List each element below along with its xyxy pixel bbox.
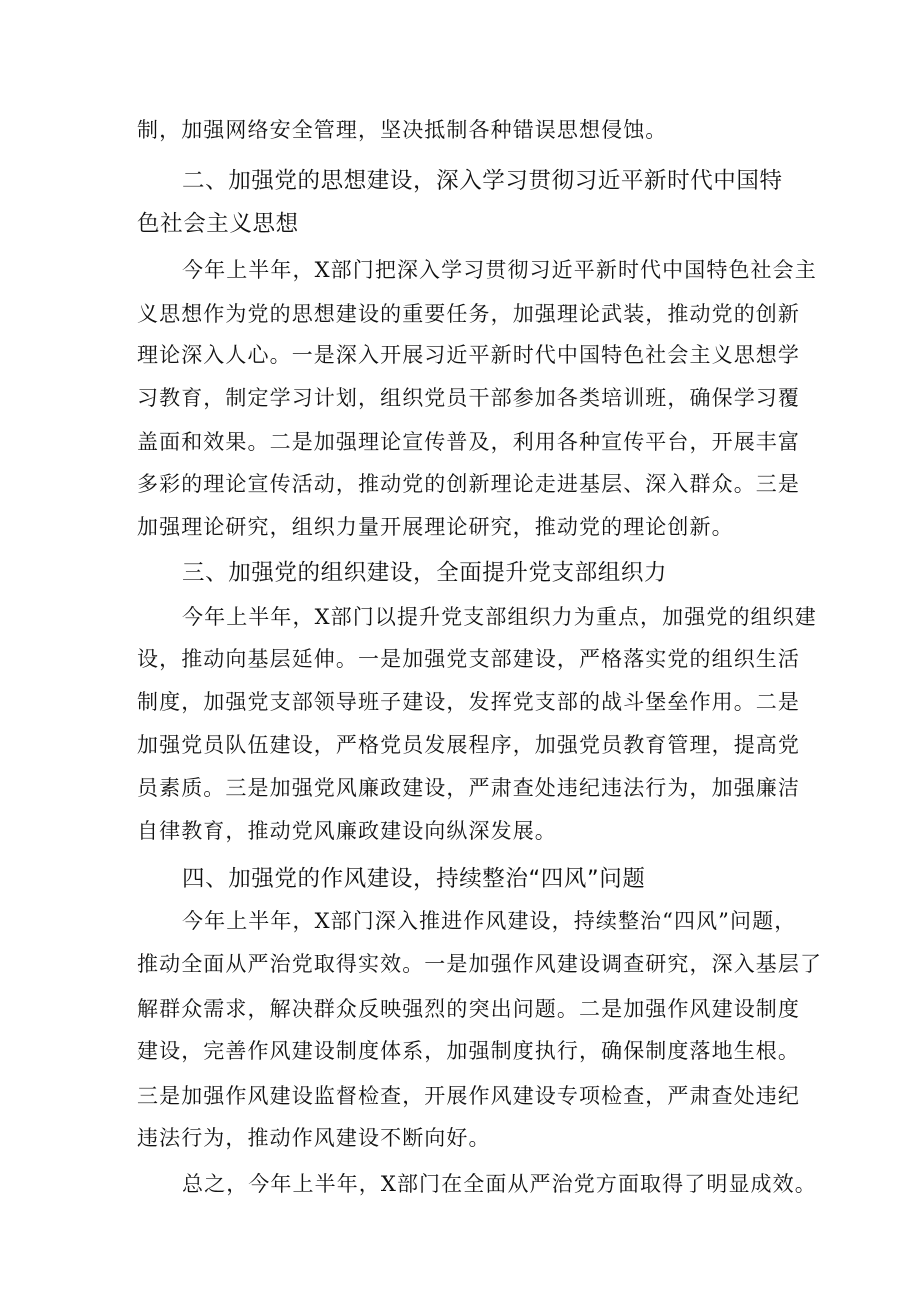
- paragraph-line: 多彩的理论宣传活动，推动党的创新理论走进基层、深入群众。三是: [137, 472, 800, 496]
- paragraph-line: 推动全面从严治党取得实效。一是加强作风建设调查研究，深入基层了: [137, 952, 823, 976]
- paragraph-line: 义思想作为党的思想建设的重要任务，加强理论武装，推动党的创新: [137, 302, 800, 326]
- paragraph-line: 三是加强作风建设监督检查，开展作风建设专项检查，严肃查处违纪: [137, 1084, 800, 1108]
- section-heading-3: 三、加强党的组织建设，全面提升党支部组织力: [182, 560, 668, 586]
- paragraph-line: 自律教育，推动党风廉政建设向纵深发展。: [137, 819, 557, 843]
- paragraph-line: 加强理论研究，组织力量开展理论研究，推动党的理论创新。: [137, 515, 734, 539]
- paragraph-line: 员素质。三是加强党风廉政建设，严肃查处违纪违法行为，加强廉洁: [137, 776, 800, 800]
- paragraph-line: 盖面和效果。二是加强理论宣传普及，利用各种宣传平台，开展丰富: [137, 430, 800, 454]
- paragraph-line: 总之，今年上半年，X部门在全面从严治党方面取得了明显成效。: [182, 1172, 817, 1196]
- paragraph-line: 制度，加强党支部领导班子建设，发挥党支部的战斗堡垒作用。二是: [137, 690, 800, 714]
- paragraph-line: 今年上半年，X部门深入推进作风建设，持续整治“四风”问题，: [182, 909, 797, 933]
- paragraph-line: 理论深入人心。一是深入开展习近平新时代中国特色社会主义思想学: [137, 343, 800, 367]
- paragraph-line: 今年上半年，X部门以提升党支部组织力为重点，加强党的组织建: [182, 605, 817, 629]
- paragraph-line: 解群众需求，解决群众反映强烈的突出问题。二是加强作风建设制度: [137, 997, 800, 1021]
- section-heading-2: 二、加强党的思想建设，深入学习贯彻习近平新时代中国特: [182, 168, 783, 194]
- paragraph-line: 加强党员队伍建设，严格党员发展程序，加强党员教育管理，提高党: [137, 733, 800, 757]
- paragraph-line: 今年上半年，X部门把深入学习贯彻习近平新时代中国特色社会主: [182, 258, 817, 282]
- paragraph-line: 设，推动向基层延伸。一是加强党支部建设，严格落实党的组织生活: [137, 647, 800, 671]
- paragraph-line: 违法行为，推动作风建设不断向好。: [137, 1126, 491, 1150]
- paragraph-line: 建设，完善作风建设制度体系，加强制度执行，确保制度落地生根。: [137, 1039, 800, 1063]
- section-heading-2-cont: 色社会主义思想: [137, 211, 299, 237]
- paragraph-line: 制，加强网络安全管理，坚决抵制各种错误思想侵蚀。: [137, 118, 668, 142]
- paragraph-line: 习教育，制定学习计划，组织党员干部参加各类培训班，确保学习覆: [137, 386, 800, 410]
- section-heading-4: 四、加强党的作风建设，持续整治“四风”问题: [182, 866, 646, 892]
